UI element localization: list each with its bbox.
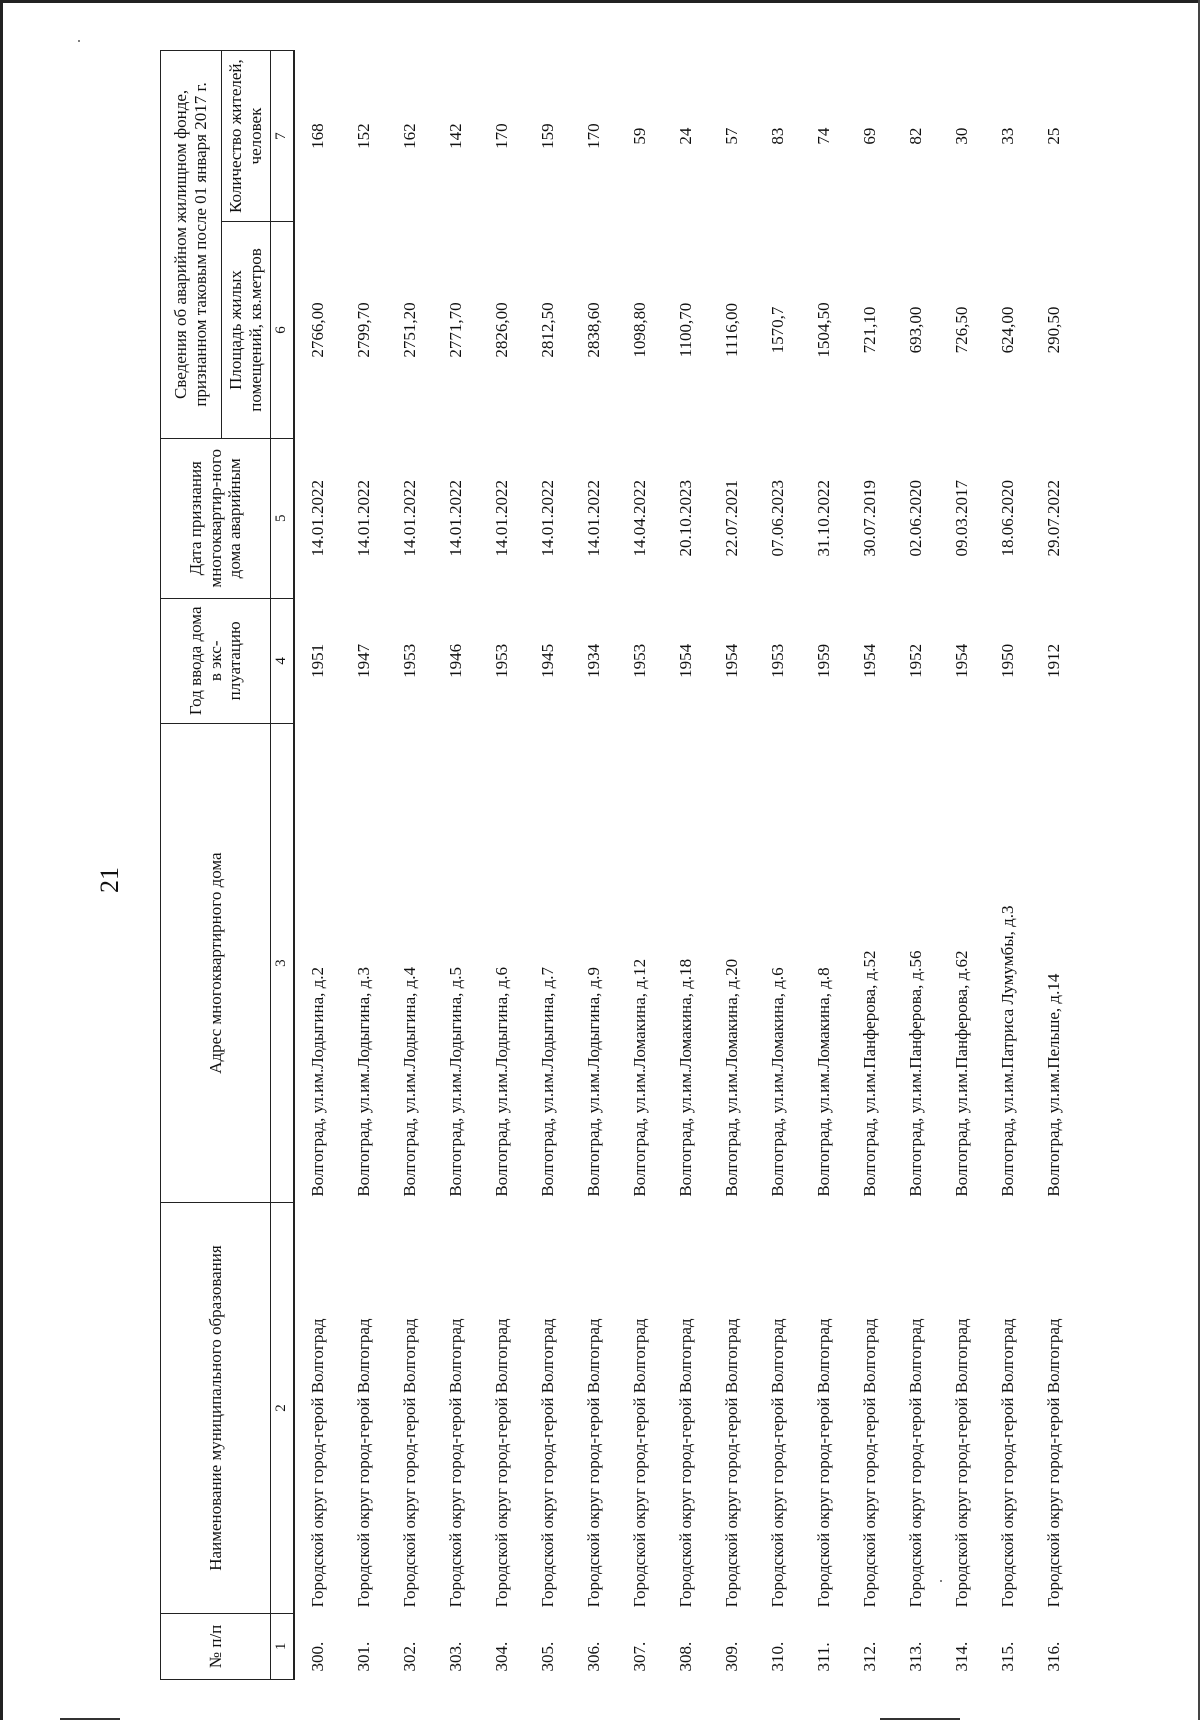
- cell-year: 1950: [998, 643, 1017, 678]
- table-row: [755, 51, 801, 1680]
- table-row: [663, 51, 709, 1680]
- table-row: [617, 51, 663, 1680]
- cell-n: 315.: [998, 1641, 1017, 1672]
- cell-people: 24: [676, 127, 695, 145]
- cell-people: 162: [400, 123, 419, 149]
- cell-area: 2771,70: [446, 302, 465, 358]
- cell-n: 316.: [1044, 1641, 1063, 1672]
- cell-year: 1912: [1044, 643, 1063, 678]
- cell-date: 14.01.2022: [584, 480, 603, 557]
- cell-people: 142: [446, 123, 465, 149]
- table-row: [1031, 51, 1077, 1680]
- cell-date: 18.06.2020: [998, 480, 1017, 557]
- header-area: Площадь жилых помещений, кв.метров: [222, 222, 271, 439]
- cell-mo: Городской округ город-герой Волгоград: [906, 1318, 925, 1608]
- cell-mo: Городской округ город-герой Волгоград: [584, 1318, 603, 1608]
- cell-addr: Волгоград, ул.им.Панферова, д.62: [952, 950, 971, 1197]
- cell-area: 624,00: [998, 306, 1017, 354]
- table-row: [847, 51, 893, 1680]
- cell-year: 1954: [860, 643, 879, 678]
- cell-area: 1116,00: [722, 303, 741, 358]
- cell-area: 2766,00: [308, 302, 327, 358]
- header-municipality: Наименование муниципального образования: [161, 1203, 271, 1614]
- cell-people: 83: [768, 127, 787, 145]
- table-row: [571, 51, 617, 1680]
- cell-n: 312.: [860, 1641, 879, 1672]
- table-row: [341, 51, 387, 1680]
- cell-people: 30: [952, 127, 971, 145]
- cell-date: 14.01.2022: [538, 480, 557, 557]
- cell-mo: Городской округ город-герой Волгоград: [814, 1318, 833, 1608]
- cell-area: 2799,70: [354, 302, 373, 358]
- cell-n: 301.: [354, 1641, 373, 1672]
- cell-area: 1504,50: [814, 302, 833, 358]
- table-row: [939, 51, 985, 1680]
- cell-people: 57: [722, 127, 741, 145]
- cell-addr: Волгоград, ул.им.Патриса Лумумбы, д.3: [998, 905, 1017, 1197]
- cell-addr: Волгоград, ул.им.Ломакина, д.8: [814, 967, 833, 1197]
- cell-addr: Волгоград, ул.им.Ломакина, д.20: [722, 958, 741, 1197]
- cell-area: 2838,60: [584, 302, 603, 358]
- cell-mo: Городской округ город-герой Волгоград: [1044, 1318, 1063, 1608]
- table-row: [433, 51, 479, 1680]
- table-row: [709, 51, 755, 1680]
- cell-addr: Волгоград, ул.им.Лодыгина, д.7: [538, 966, 557, 1197]
- cell-people: 59: [630, 127, 649, 145]
- header-date: Дата признания многоквартир-ного дома аварийным: [161, 438, 271, 598]
- column-index: 7: [271, 51, 295, 222]
- cell-n: 307.: [630, 1641, 649, 1672]
- cell-year: 1954: [952, 643, 971, 678]
- cell-addr: Волгоград, ул.им.Лодыгина, д.6: [492, 966, 511, 1197]
- cell-addr: Волгоград, ул.им.Ломакина, д.12: [630, 958, 649, 1197]
- cell-mo: Городской округ город-герой Волгоград: [538, 1318, 557, 1608]
- header-residents: Количество жителей, человек: [222, 51, 271, 222]
- cell-year: 1953: [768, 643, 787, 678]
- cell-area: 726,50: [952, 306, 971, 354]
- cell-addr: Волгоград, ул.им.Лодыгина, д.2: [308, 966, 327, 1197]
- header-group-emergency-fund: Сведения об аварийном жилищном фонде, признанном таковым после 01 января 2017 г.: [161, 51, 222, 439]
- cell-n: 302.: [400, 1641, 419, 1672]
- cell-date: 14.01.2022: [492, 480, 511, 557]
- header-year: Год ввода дома в экс-плуатацию: [161, 598, 271, 723]
- cell-year: 1946: [446, 643, 465, 678]
- cell-year: 1954: [676, 643, 695, 678]
- cell-area: 721,10: [860, 306, 879, 354]
- table-header: [161, 51, 295, 1680]
- table-row: [801, 51, 847, 1680]
- cell-mo: Городской округ город-герой Волгоград: [998, 1318, 1017, 1608]
- cell-year: 1953: [400, 643, 419, 678]
- column-index: 2: [271, 1203, 295, 1614]
- cell-area: 693,00: [906, 306, 925, 354]
- cell-date: 31.10.2022: [814, 480, 833, 557]
- header-address: Адрес многоквартирного дома: [161, 724, 271, 1203]
- cell-mo: Городской округ город-герой Волгоград: [860, 1318, 879, 1608]
- cell-year: 1947: [354, 643, 373, 678]
- scan-speck: [940, 1580, 942, 1582]
- cell-date: 14.01.2022: [400, 480, 419, 557]
- column-index: 4: [271, 598, 295, 723]
- page-number: 21: [95, 867, 124, 893]
- cell-n: 300.: [308, 1641, 327, 1672]
- cell-n: 304.: [492, 1641, 511, 1672]
- scan-edge-top: [0, 0, 1200, 3]
- cell-mo: Городской округ город-герой Волгоград: [354, 1318, 373, 1608]
- cell-area: 2751,20: [400, 302, 419, 358]
- cell-mo: Городской округ город-герой Волгоград: [308, 1318, 327, 1608]
- cell-area: 1100,70: [676, 302, 695, 358]
- column-index: 5: [271, 438, 295, 598]
- cell-mo: Городской округ город-герой Волгоград: [722, 1318, 741, 1608]
- cell-year: 1953: [492, 643, 511, 678]
- cell-people: 168: [308, 123, 327, 149]
- table-row: [479, 51, 525, 1680]
- cell-year: 1953: [630, 643, 649, 678]
- cell-mo: Городской округ город-герой Волгоград: [676, 1318, 695, 1608]
- cell-addr: Волгоград, ул.им.Лодыгина, д.9: [584, 966, 603, 1197]
- cell-addr: Волгоград, ул.им.Панферова, д.56: [906, 950, 925, 1197]
- cell-date: 30.07.2019: [860, 480, 879, 557]
- cell-date: 09.03.2017: [952, 480, 971, 557]
- cell-year: 1952: [906, 643, 925, 678]
- cell-people: 159: [538, 123, 557, 149]
- table-body: [294, 51, 1077, 1680]
- cell-people: 33: [998, 127, 1017, 145]
- column-index: 1: [271, 1613, 295, 1679]
- cell-date: 14.04.2022: [630, 480, 649, 557]
- cell-n: 308.: [676, 1641, 695, 1672]
- cell-year: 1945: [538, 643, 557, 678]
- cell-people: 170: [584, 123, 603, 149]
- column-index: 3: [271, 724, 295, 1203]
- cell-area: 290,50: [1044, 306, 1063, 354]
- cell-n: 311.: [814, 1642, 833, 1672]
- cell-date: 07.06.2023: [768, 480, 787, 557]
- cell-date: 14.01.2022: [308, 480, 327, 557]
- cell-year: 1934: [584, 643, 603, 678]
- cell-n: 305.: [538, 1641, 557, 1672]
- cell-area: 1570,7: [768, 306, 787, 354]
- cell-mo: Городской округ город-герой Волгоград: [492, 1318, 511, 1608]
- rotated-table-container: [160, 50, 1200, 1680]
- table-row: [525, 51, 571, 1680]
- cell-addr: Волгоград, ул.им.Лодыгина, д.5: [446, 966, 465, 1197]
- cell-n: 303.: [446, 1641, 465, 1672]
- cell-year: 1959: [814, 643, 833, 678]
- scan-edge-left: [0, 0, 3, 1720]
- cell-people: 152: [354, 123, 373, 149]
- cell-n: 314.: [952, 1641, 971, 1672]
- cell-addr: Волгоград, ул.им.Панферова, д.52: [860, 950, 879, 1197]
- cell-addr: Волгоград, ул.им.Лодыгина, д.3: [354, 966, 373, 1197]
- cell-people: 25: [1044, 127, 1063, 145]
- cell-date: 14.01.2022: [446, 480, 465, 557]
- cell-people: 170: [492, 123, 511, 149]
- cell-year: 1951: [308, 643, 327, 678]
- column-index-row: [271, 51, 295, 1680]
- cell-people: 82: [906, 127, 925, 145]
- cell-area: 1098,80: [630, 302, 649, 358]
- cell-addr: Волгоград, ул.им.Ломакина, д.6: [768, 967, 787, 1197]
- cell-mo: Городской округ город-герой Волгоград: [952, 1318, 971, 1608]
- cell-n: 313.: [906, 1641, 925, 1672]
- scan-speck: [78, 40, 80, 42]
- cell-n: 309.: [722, 1641, 741, 1672]
- cell-addr: Волгоград, ул.им.Пельше, д.14: [1044, 973, 1063, 1197]
- cell-mo: Городской округ город-герой Волгоград: [400, 1318, 419, 1608]
- table-row: [893, 51, 939, 1680]
- cell-date: 29.07.2022: [1044, 480, 1063, 557]
- cell-area: 2826,00: [492, 302, 511, 358]
- cell-n: 306.: [584, 1641, 603, 1672]
- column-index: 6: [271, 222, 295, 439]
- cell-mo: Городской округ город-герой Волгоград: [768, 1318, 787, 1608]
- header-number: № п/п: [161, 1613, 271, 1679]
- emergency-housing-table: [160, 50, 1077, 1680]
- cell-date: 22.07.2021: [722, 480, 741, 557]
- cell-date: 02.06.2020: [906, 480, 925, 557]
- cell-area: 2812,50: [538, 302, 557, 358]
- cell-n: 310.: [768, 1641, 787, 1672]
- cell-addr: Волгоград, ул.им.Лодыгина, д.4: [400, 966, 419, 1197]
- cell-date: 20.10.2023: [676, 480, 695, 557]
- cell-people: 74: [814, 127, 833, 145]
- cell-mo: Городской округ город-герой Волгоград: [446, 1318, 465, 1608]
- cell-mo: Городской округ город-герой Волгоград: [630, 1318, 649, 1608]
- table-row: [985, 51, 1031, 1680]
- cell-year: 1954: [722, 643, 741, 678]
- table-row: [294, 51, 341, 1680]
- cell-people: 69: [860, 127, 879, 145]
- cell-date: 14.01.2022: [354, 480, 373, 557]
- table-row: [387, 51, 433, 1680]
- cell-addr: Волгоград, ул.им.Ломакина, д.18: [676, 958, 695, 1197]
